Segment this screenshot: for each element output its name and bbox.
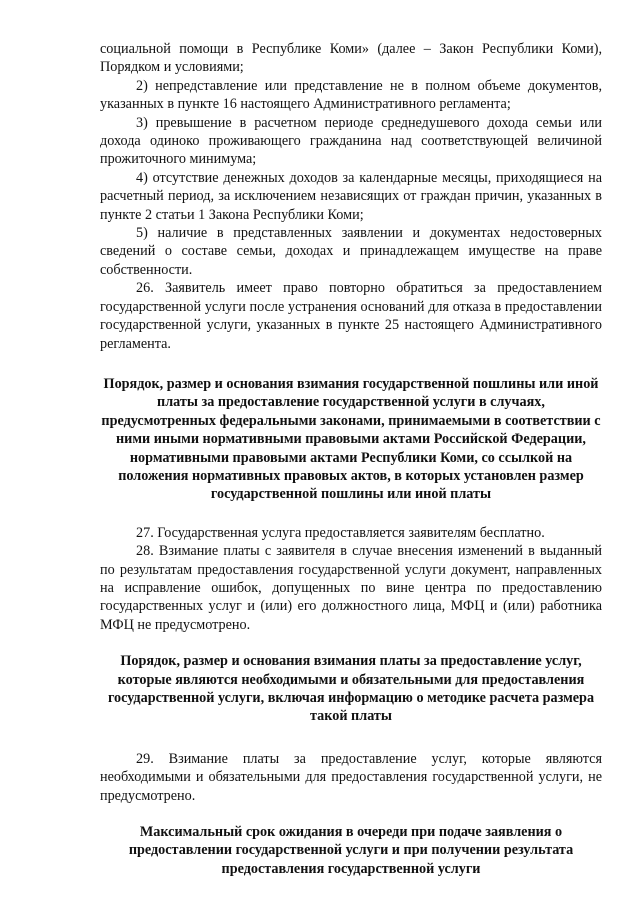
- list-item-2: 2) непредставление или представление не в полном объеме документов, указанных в пункте 16 настоящего Административного регламента;: [100, 77, 602, 113]
- paragraph-continuation: социальной помощи в Республике Коми» (далее – Закон Республики Коми), Порядком и условиями;: [100, 41, 602, 76]
- paragraph-28: 28. Взимание платы с заявителя в случае внесения изменений в выданный по результатам предоставления государственной услуги документ, направленных на исправление ошибок, допущенных по вине центра по предоставлению государственных услуг и (или) его должностного лица, МФЦ и (или) работника МФЦ не предусмотрено.: [100, 543, 602, 633]
- list-item-4: 4) отсутствие денежных доходов за календарные месяцы, приходящиеся на расчетный период, за исключением независящих от граждан причин, указанных в пункте 2 статьи 1 Закона Республики Коми;: [100, 169, 602, 223]
- section-heading-service-fee: Порядок, размер и основания взимания платы за предоставление услуг, которые являются необходимыми и обязательными для предоставления государственной услуги, включая информацию о методике расчета размера такой платы: [107, 653, 595, 725]
- paragraph-26: 26. Заявитель имеет право повторно обратиться за предоставлением государственной услуги после устранения оснований для отказа в предоставлении государственной услуги, указанных в пункте 25 настоящего Административного регламента.: [100, 280, 602, 352]
- section-heading-state-fee: Порядок, размер и основания взимания государственной пошлины или иной платы за предоставление государственной услуги в случаях, предусмотренных федеральными законами, принимаемыми в соответствии с ними иными нормативными правовыми актами Российской Федерации, нормативными правовыми актами Республики Коми, со ссылкой на положения нормативных правовых актов, в которых установлен размер государственной пошлины или иной платы: [101, 375, 601, 503]
- list-item-5: 5) наличие в представленных заявлении и документах недостоверных сведений о составе семьи, доходах и принадлежащем имуществе на праве собственности.: [100, 225, 602, 278]
- paragraph-29: 29. Взимание платы за предоставление услуг, которые являются необходимыми и обязательными для предоставления государственной услуги, не предусмотрено.: [100, 750, 602, 804]
- section-heading-queue-time: Максимальный срок ожидания в очереди при подаче заявления о предоставлении государственной услуги и при получении результата предоставления государственной услуги: [128, 824, 574, 877]
- list-item-3: 3) превышение в расчетном периоде среднедушевого дохода семьи или дохода одиноко проживающего гражданина над соответствующей величиной прожиточного минимума;: [100, 114, 602, 168]
- paragraph-27: 27. Государственная услуга предоставляется заявителям бесплатно.: [136, 524, 545, 541]
